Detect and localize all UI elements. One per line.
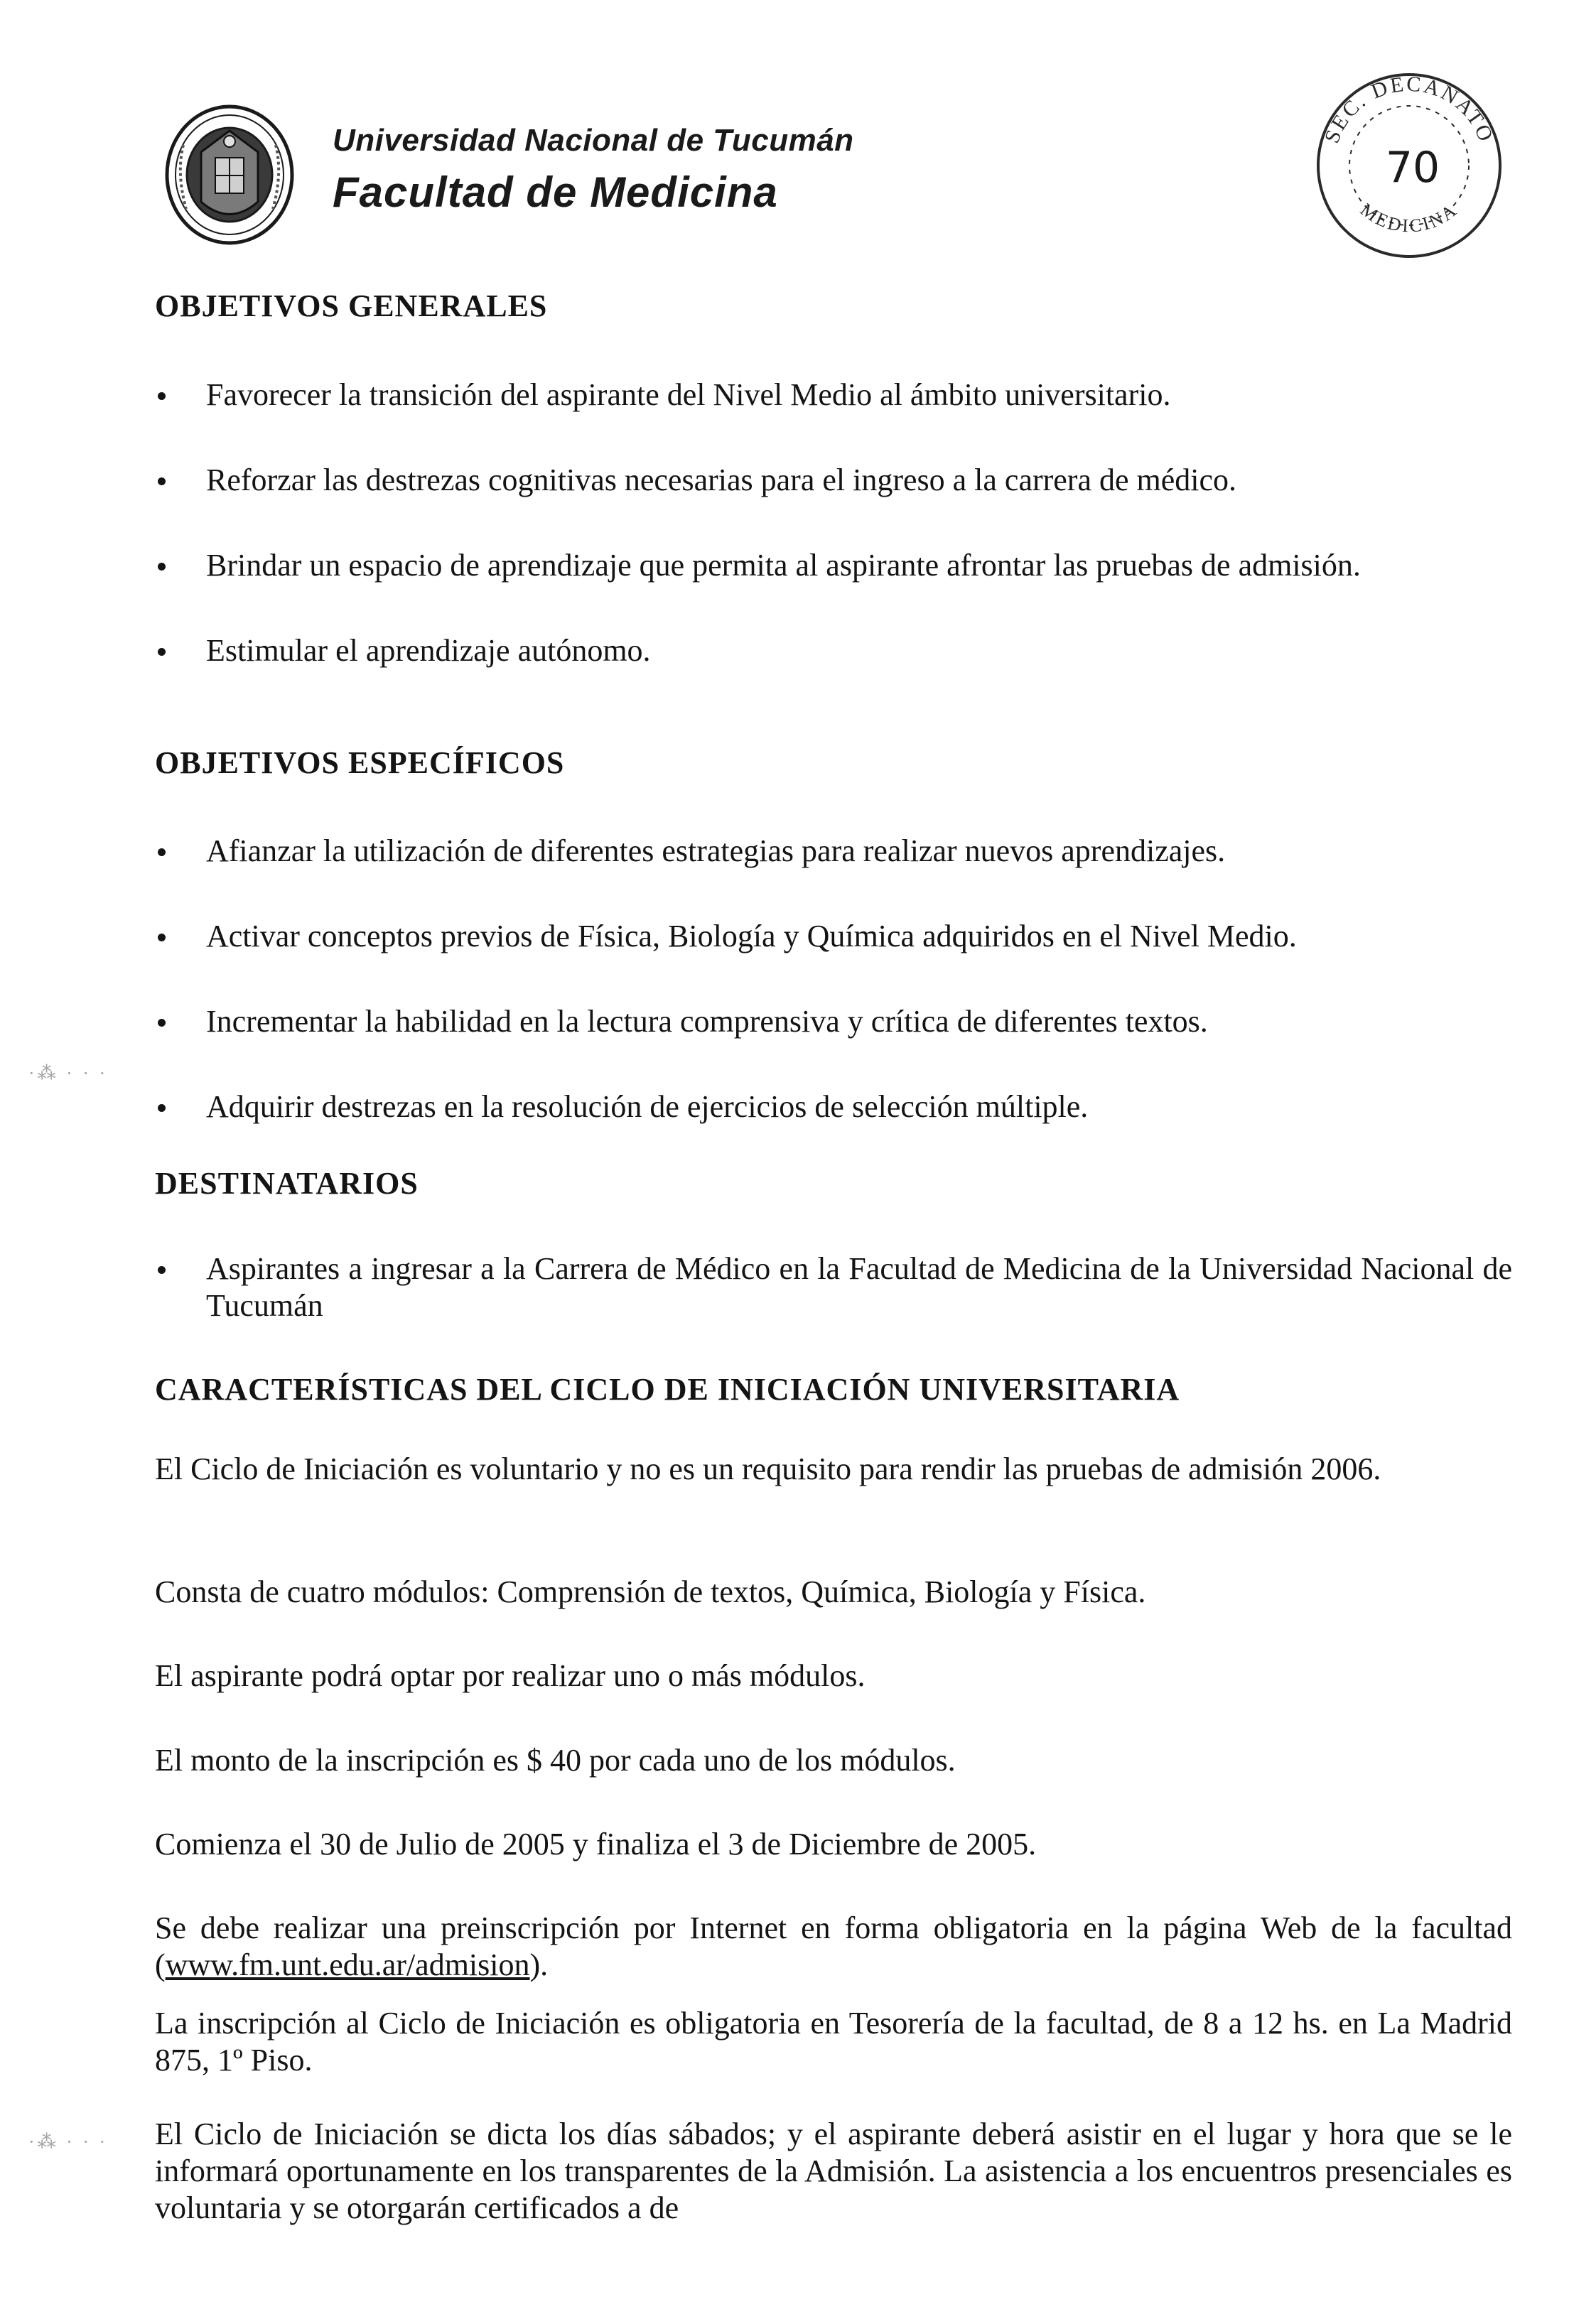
list-item: Aspirantes a ingresar a la Carrera de Médico en la Facultad de Medicina de la Universidad Nacional de Tucumán <box>155 1250 1512 1324</box>
objetivos-especificos-list <box>155 833 1512 1125</box>
list-item: Adquirir destrezas en la resolución de ejercicios de selección múltiple. <box>155 1088 1512 1125</box>
list-item: Incrementar la habilidad en la lectura comprensiva y crítica de diferentes textos. <box>155 1003 1512 1040</box>
admision-link[interactable]: www.fm.unt.edu.ar/admision <box>165 1947 530 1982</box>
paragraph-voluntario: El Ciclo de Iniciación es voluntario y no es un requisito para rendir las pruebas de admisión 2006. <box>155 1452 1381 1486</box>
paragraph-tesoreria: La inscripción al Ciclo de Iniciación es obligatoria en Tesorería de la facultad, de 8 a 12 hs. en La Madrid 875, 1º Piso. <box>155 2006 1512 2077</box>
section-title-objetivos-generales: OBJETIVOS GENERALES <box>155 288 548 323</box>
preinscripcion-text: Se debe realizar una preinscripción por Internet en forma obligatoria en la página Web de la facultad ( <box>155 1910 1512 1982</box>
paragraph-fechas: Comienza el 30 de Julio de 2005 y finaliza el 3 de Diciembre de 2005. <box>155 1827 1037 1861</box>
stamp-number: 70 <box>1385 143 1440 193</box>
section-title-destinatarios: DESTINATARIOS <box>155 1166 419 1201</box>
paragraph-optar: El aspirante podrá optar por realizar uno o más módulos. <box>155 1658 866 1693</box>
scan-noise-mark: ·⁂ · · · <box>28 2131 109 2152</box>
university-seal-icon <box>162 102 297 248</box>
section-title-objetivos-especificos: OBJETIVOS ESPECÍFICOS <box>155 745 565 780</box>
paragraph-monto: El monto de la inscripción es $ 40 por cada uno de los módulos. <box>155 1743 956 1778</box>
letterhead <box>333 119 854 219</box>
paragraph-preinscripcion <box>155 1910 1512 1984</box>
stamp-top-text: SEC. DECANATO <box>1320 72 1499 147</box>
list-item: Estimular el aprendizaje autónomo. <box>155 632 1512 669</box>
list-item: Reforzar las destrezas cognitivas necesarias para el ingreso a la carrera de médico. <box>155 462 1512 499</box>
list-item: Brindar un espacio de aprendizaje que permita al aspirante afrontar las pruebas de admisión. <box>155 547 1512 584</box>
destinatarios-list <box>155 1250 1512 1324</box>
objetivos-generales-list <box>155 377 1512 669</box>
svg-text:SEC. DECANATO <box>1320 72 1499 147</box>
faculty-name: Facultad de Medicina <box>333 168 778 216</box>
stamp-bottom-text: MEDICINA <box>1357 199 1462 237</box>
university-name: Universidad Nacional de Tucumán <box>333 123 854 158</box>
list-item: Afianzar la utilización de diferentes estrategias para realizar nuevos aprendizajes. <box>155 833 1512 870</box>
preinscripcion-text-end: ). <box>529 1947 549 1982</box>
scan-noise-mark: ·⁂ · · · <box>28 1063 109 1083</box>
secretaria-stamp-icon <box>1306 63 1512 269</box>
section-title-caracteristicas: CARACTERÍSTICAS DEL CICLO DE INICIACIÓN UNIVERSITARIA <box>155 1372 1180 1407</box>
svg-text:MEDICINA <box>1357 199 1462 237</box>
list-item: Activar conceptos previos de Física, Biología y Química adquiridos en el Nivel Medio. <box>155 918 1512 955</box>
paragraph-modulos: Consta de cuatro módulos: Comprensión de textos, Química, Biología y Física. <box>155 1574 1146 1609</box>
list-item: Favorecer la transición del aspirante del Nivel Medio al ámbito universitario. <box>155 377 1512 414</box>
paragraph-dictado: El Ciclo de Iniciación se dicta los días sábados; y el aspirante deberá asistir en el lugar y hora que se le informará oportunamente en los transparentes de la Admisión. La asistencia a los encuentros presenciales es voluntaria y se otorgarán certificados a de <box>155 2117 1512 2225</box>
